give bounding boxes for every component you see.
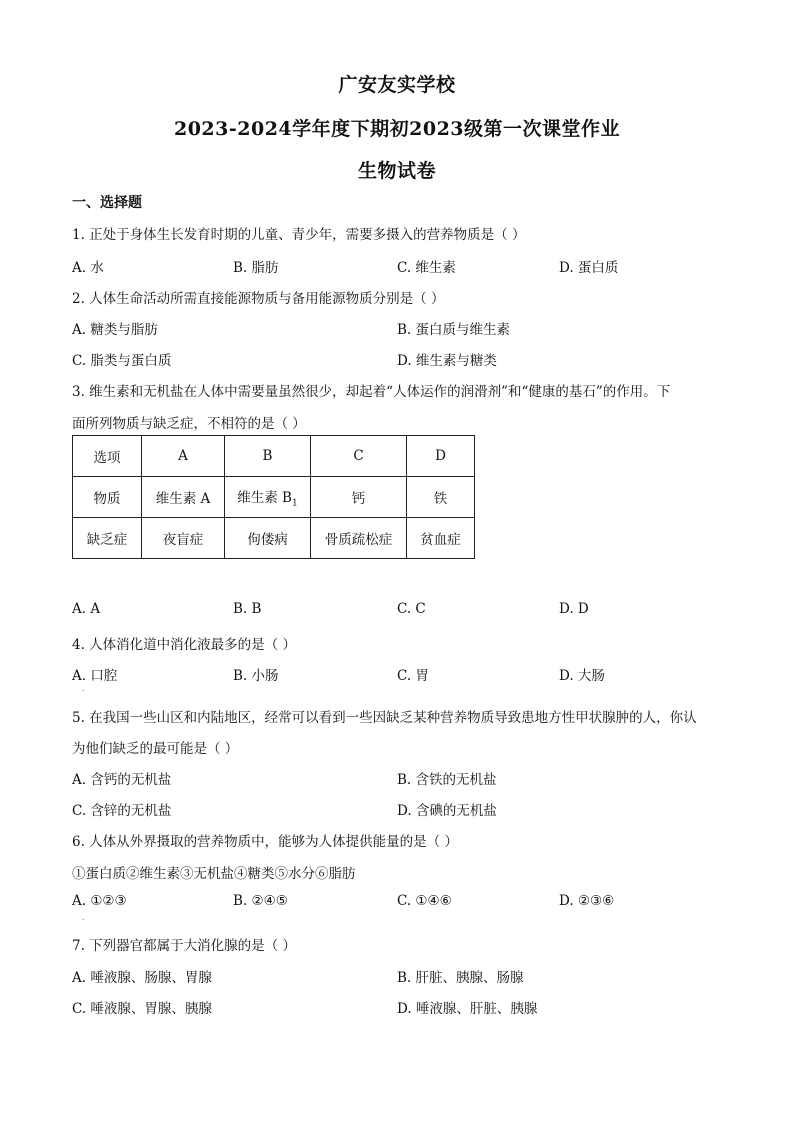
q4-option-d: D. 大肠 xyxy=(559,668,605,684)
subscript: 1 xyxy=(291,498,298,509)
q4-option-b: B. 小肠 xyxy=(233,668,279,684)
table-cell: A xyxy=(142,436,225,477)
question-6-stem: 6. 人体从外界摄取的营养物质中，能够为人体提供能量的是（ ） xyxy=(72,834,458,850)
section-heading: 一、选择题 xyxy=(72,195,142,211)
q3-option-a: A. A xyxy=(72,601,101,617)
question-5-stem-line1: 5. 在我国一些山区和内陆地区，经常可以看到一些因缺乏某种营养物质导致患地方性甲状腺肿的人，你认 xyxy=(72,710,697,726)
q6-option-a: A. ①②③ xyxy=(72,893,127,909)
table-cell-text: 维生素 B xyxy=(237,489,292,506)
q4-option-a: A. 口腔 xyxy=(72,668,118,684)
table-row xyxy=(73,477,475,518)
table-cell: 物质 xyxy=(73,477,142,518)
q7-option-c: C. 唾液腺、胃腺、胰腺 xyxy=(72,1001,212,1017)
q1-option-d: D. 蛋白质 xyxy=(559,260,619,276)
table-cell-vitamin-b1 xyxy=(225,477,311,518)
table-cell: 骨质疏松症 xyxy=(311,518,407,559)
question-7-stem: 7. 下列器官都属于大消化腺的是（ ） xyxy=(72,938,296,954)
q2-option-d: D. 维生素与糖类 xyxy=(397,353,497,369)
table-cell: 佝偻病 xyxy=(225,518,311,559)
q7-option-b: B. 肝脏、胰腺、肠腺 xyxy=(397,970,524,986)
table-cell: 维生素 A xyxy=(142,477,225,518)
q6-option-d: D. ②③⑥ xyxy=(559,893,615,909)
q6-option-b: B. ②④⑤ xyxy=(233,893,288,909)
table-cell: 贫血症 xyxy=(407,518,475,559)
table-cell: 缺乏症 xyxy=(73,518,142,559)
q4-option-c: C. 胃 xyxy=(397,668,429,684)
scan-dot: . xyxy=(82,913,85,922)
q1-option-b: B. 脂肪 xyxy=(233,260,279,276)
q1-option-a: A. 水 xyxy=(72,260,104,276)
question-3-stem-line2: 面所列物质与缺乏症，不相符的是（ ） xyxy=(72,416,306,432)
question-3-stem-line1: 3. 维生素和无机盐在人体中需要量虽然很少，却起着“人体运作的润滑剂”和“健康的基石”的作用。下 xyxy=(72,384,671,400)
q5-option-a: A. 含钙的无机盐 xyxy=(72,772,172,788)
q7-option-a: A. 唾液腺、肠腺、胃腺 xyxy=(72,970,212,986)
q2-option-a: A. 糖类与脂肪 xyxy=(72,322,158,338)
table-cell: 选项 xyxy=(73,436,142,477)
term-title: 2023-2024学年度下期初2023级第一次课堂作业 xyxy=(173,118,621,140)
q5-option-c: C. 含锌的无机盐 xyxy=(72,803,172,819)
table-cell: 钙 xyxy=(311,477,407,518)
table-row xyxy=(73,518,475,559)
question-1-stem: 1. 正处于身体生长发育时期的儿童、青少年，需要多摄入的营养物质是（ ） xyxy=(72,227,526,243)
table-cell: 铁 xyxy=(407,477,475,518)
q6-option-c: C. ①④⑥ xyxy=(397,893,452,909)
table-cell: D xyxy=(407,436,475,477)
q7-option-d: D. 唾液腺、肝脏、胰腺 xyxy=(397,1001,538,1017)
question-6-items: ①蛋白质②维生素③无机盐④糖类⑤水分⑥脂肪 xyxy=(72,866,356,882)
q5-option-d: D. 含碘的无机盐 xyxy=(397,803,497,819)
q5-option-b: B. 含铁的无机盐 xyxy=(397,772,497,788)
scan-dot: . xyxy=(82,684,85,693)
q3-option-b: B. B xyxy=(233,601,262,617)
question-3-table xyxy=(72,435,475,559)
table-cell: C xyxy=(311,436,407,477)
q2-option-b: B. 蛋白质与维生素 xyxy=(397,322,511,338)
table-row xyxy=(73,436,475,477)
table-cell: B xyxy=(225,436,311,477)
subject-title: 生物试卷 xyxy=(357,160,436,182)
q3-option-d: D. D xyxy=(559,601,589,617)
q1-option-c: C. 维生素 xyxy=(397,260,456,276)
q3-option-c: C. C xyxy=(397,601,426,617)
school-title: 广安友实学校 xyxy=(338,74,456,96)
q2-option-c: C. 脂类与蛋白质 xyxy=(72,353,172,369)
question-4-stem: 4. 人体消化道中消化液最多的是（ ） xyxy=(72,637,296,653)
table-cell: 夜盲症 xyxy=(142,518,225,559)
question-2-stem: 2. 人体生命活动所需直接能源物质与备用能源物质分别是（ ） xyxy=(72,291,445,307)
question-5-stem-line2: 为他们缺乏的最可能是（ ） xyxy=(72,741,239,757)
